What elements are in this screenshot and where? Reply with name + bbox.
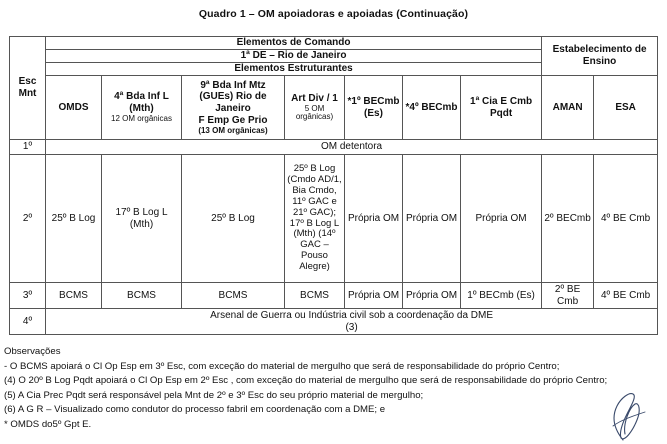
header-divisao: 1ª DE – Rio de Janeiro xyxy=(46,50,542,63)
table-row xyxy=(10,283,658,309)
artdiv-line: 17º B Log L xyxy=(289,217,340,229)
col-header-omds: OMDS xyxy=(46,76,102,140)
cell-omds: 25º B Log xyxy=(46,155,102,283)
cell-omds: BCMS xyxy=(46,283,102,309)
col-header-4bda-sub: 12 OM orgânicas xyxy=(111,113,172,123)
table-row xyxy=(10,309,658,335)
table-row xyxy=(10,155,658,283)
artdiv-line: Bia Cmdo, xyxy=(292,184,337,196)
cell-artdiv xyxy=(285,155,345,283)
cell-4bda: BCMS xyxy=(102,283,182,309)
artdiv-line: 25º B Log xyxy=(293,162,336,174)
header-elementos-comando: Elementos de Comando xyxy=(46,37,542,50)
cell-merged xyxy=(46,309,658,335)
artdiv-line: (Mth) (14º xyxy=(293,228,336,240)
cell-1becmb: Própria OM xyxy=(345,283,403,309)
col-header-aman: AMAN xyxy=(542,76,594,140)
observation-item: - O BCMS apoiará o Cl Op Esp em 3º Esc, com exceção do material de mergulho que será de responsabilidade do próprio Centro; xyxy=(4,360,560,372)
observation-item: * OMDS do5º Gpt E. xyxy=(4,418,92,430)
col-header-9bda-line1: 9ª Bda Inf Mtz xyxy=(200,79,266,91)
observations-heading: Observações xyxy=(4,346,61,357)
artdiv-line: (Cmdo AD/1, xyxy=(287,173,342,185)
artdiv-line: GAC – Pouso xyxy=(300,239,329,262)
artdiv-line: 11º GAC e xyxy=(292,195,337,207)
cell-esc: 3º xyxy=(10,283,46,309)
observation-item: (6) A G R – Visualizado como condutor do processo fabril em coordenação com a DME; e xyxy=(4,404,386,416)
col-header-4bda xyxy=(102,76,182,140)
cell-esc: 1º xyxy=(10,140,46,155)
cell-artdiv: BCMS xyxy=(285,283,345,309)
cell-1cia: 1º BECmb (Es) xyxy=(461,283,542,309)
observation-item: (4) O 20º B Log Pqdt apoiará o Cl Op Esp em 2º Esc , com exceção do material de mergulho que será de responsabilidade do próprio Centro; xyxy=(4,375,608,387)
merged-line-1: Arsenal de Guerra ou Indústria civil sob a coordenação da DME xyxy=(210,309,494,321)
col-header-artdiv-sub: 5 OM orgânicas) xyxy=(295,103,334,122)
merged-line-2: (3) xyxy=(345,321,358,333)
document-title: Quadro 1 – OM apoiadoras e apoiadas (Continuação) xyxy=(198,8,469,20)
col-header-4bda-label: 4ª Bda Inf L (Mth) xyxy=(114,91,169,115)
col-header-artdiv-label: Art Div / 1 xyxy=(291,92,338,104)
col-header-9bda-line3: Janeiro xyxy=(215,103,251,115)
cell-4becmb: Própria OM xyxy=(403,283,461,309)
col-header-9bda xyxy=(182,76,285,140)
header-esc-mnt: Esc Mnt xyxy=(10,37,46,140)
cell-4becmb: Própria OM xyxy=(403,155,461,283)
cell-1cia: Própria OM xyxy=(461,155,542,283)
col-header-9bda-line4: F Emp Ge Prio xyxy=(198,114,268,126)
col-header-esa: ESA xyxy=(594,76,658,140)
col-header-artdiv xyxy=(285,76,345,140)
observations xyxy=(4,345,664,433)
col-header-1cia: 1ª Cia E Cmb Pqdt xyxy=(461,76,542,140)
col-header-4becmb: *4º BECmb xyxy=(403,76,461,140)
support-table xyxy=(9,36,658,335)
cell-9bda: BCMS xyxy=(182,283,285,309)
cell-merged: OM detentora xyxy=(46,140,658,155)
cell-9bda: 25º B Log xyxy=(182,155,285,283)
cell-esc: 4º xyxy=(10,309,46,335)
observation-item: (5) A Cia Prec Pqdt será responsável pela Mnt de 2º e 3º Esc do seu próprio material de mergulho; xyxy=(4,389,424,401)
cell-1becmb: Própria OM xyxy=(345,155,403,283)
table-row xyxy=(10,140,658,155)
cell-esc: 2º xyxy=(10,155,46,283)
cell-esa: 4º BE Cmb xyxy=(594,283,658,309)
col-header-9bda-sub: (13 OM orgânicas) xyxy=(198,125,268,135)
cell-esa: 4º BE Cmb xyxy=(594,155,658,283)
col-header-1becmb: *1º BECmb (Es) xyxy=(345,76,403,140)
col-header-9bda-line2: (GUEs) Rio de xyxy=(199,91,267,103)
artdiv-line: Alegre) xyxy=(299,261,330,273)
header-estabelecimento-ensino: Estabelecimento de Ensino xyxy=(542,37,658,76)
cell-aman: 2º BECmb xyxy=(542,155,594,283)
artdiv-line: 21º GAC); xyxy=(292,206,337,218)
header-elementos-estruturantes: Elementos Estruturantes xyxy=(46,63,542,76)
signature-scribble xyxy=(593,390,653,444)
cell-4bda: 17º B Log L (Mth) xyxy=(102,155,182,283)
cell-aman: 2º BE Cmb xyxy=(542,283,594,309)
